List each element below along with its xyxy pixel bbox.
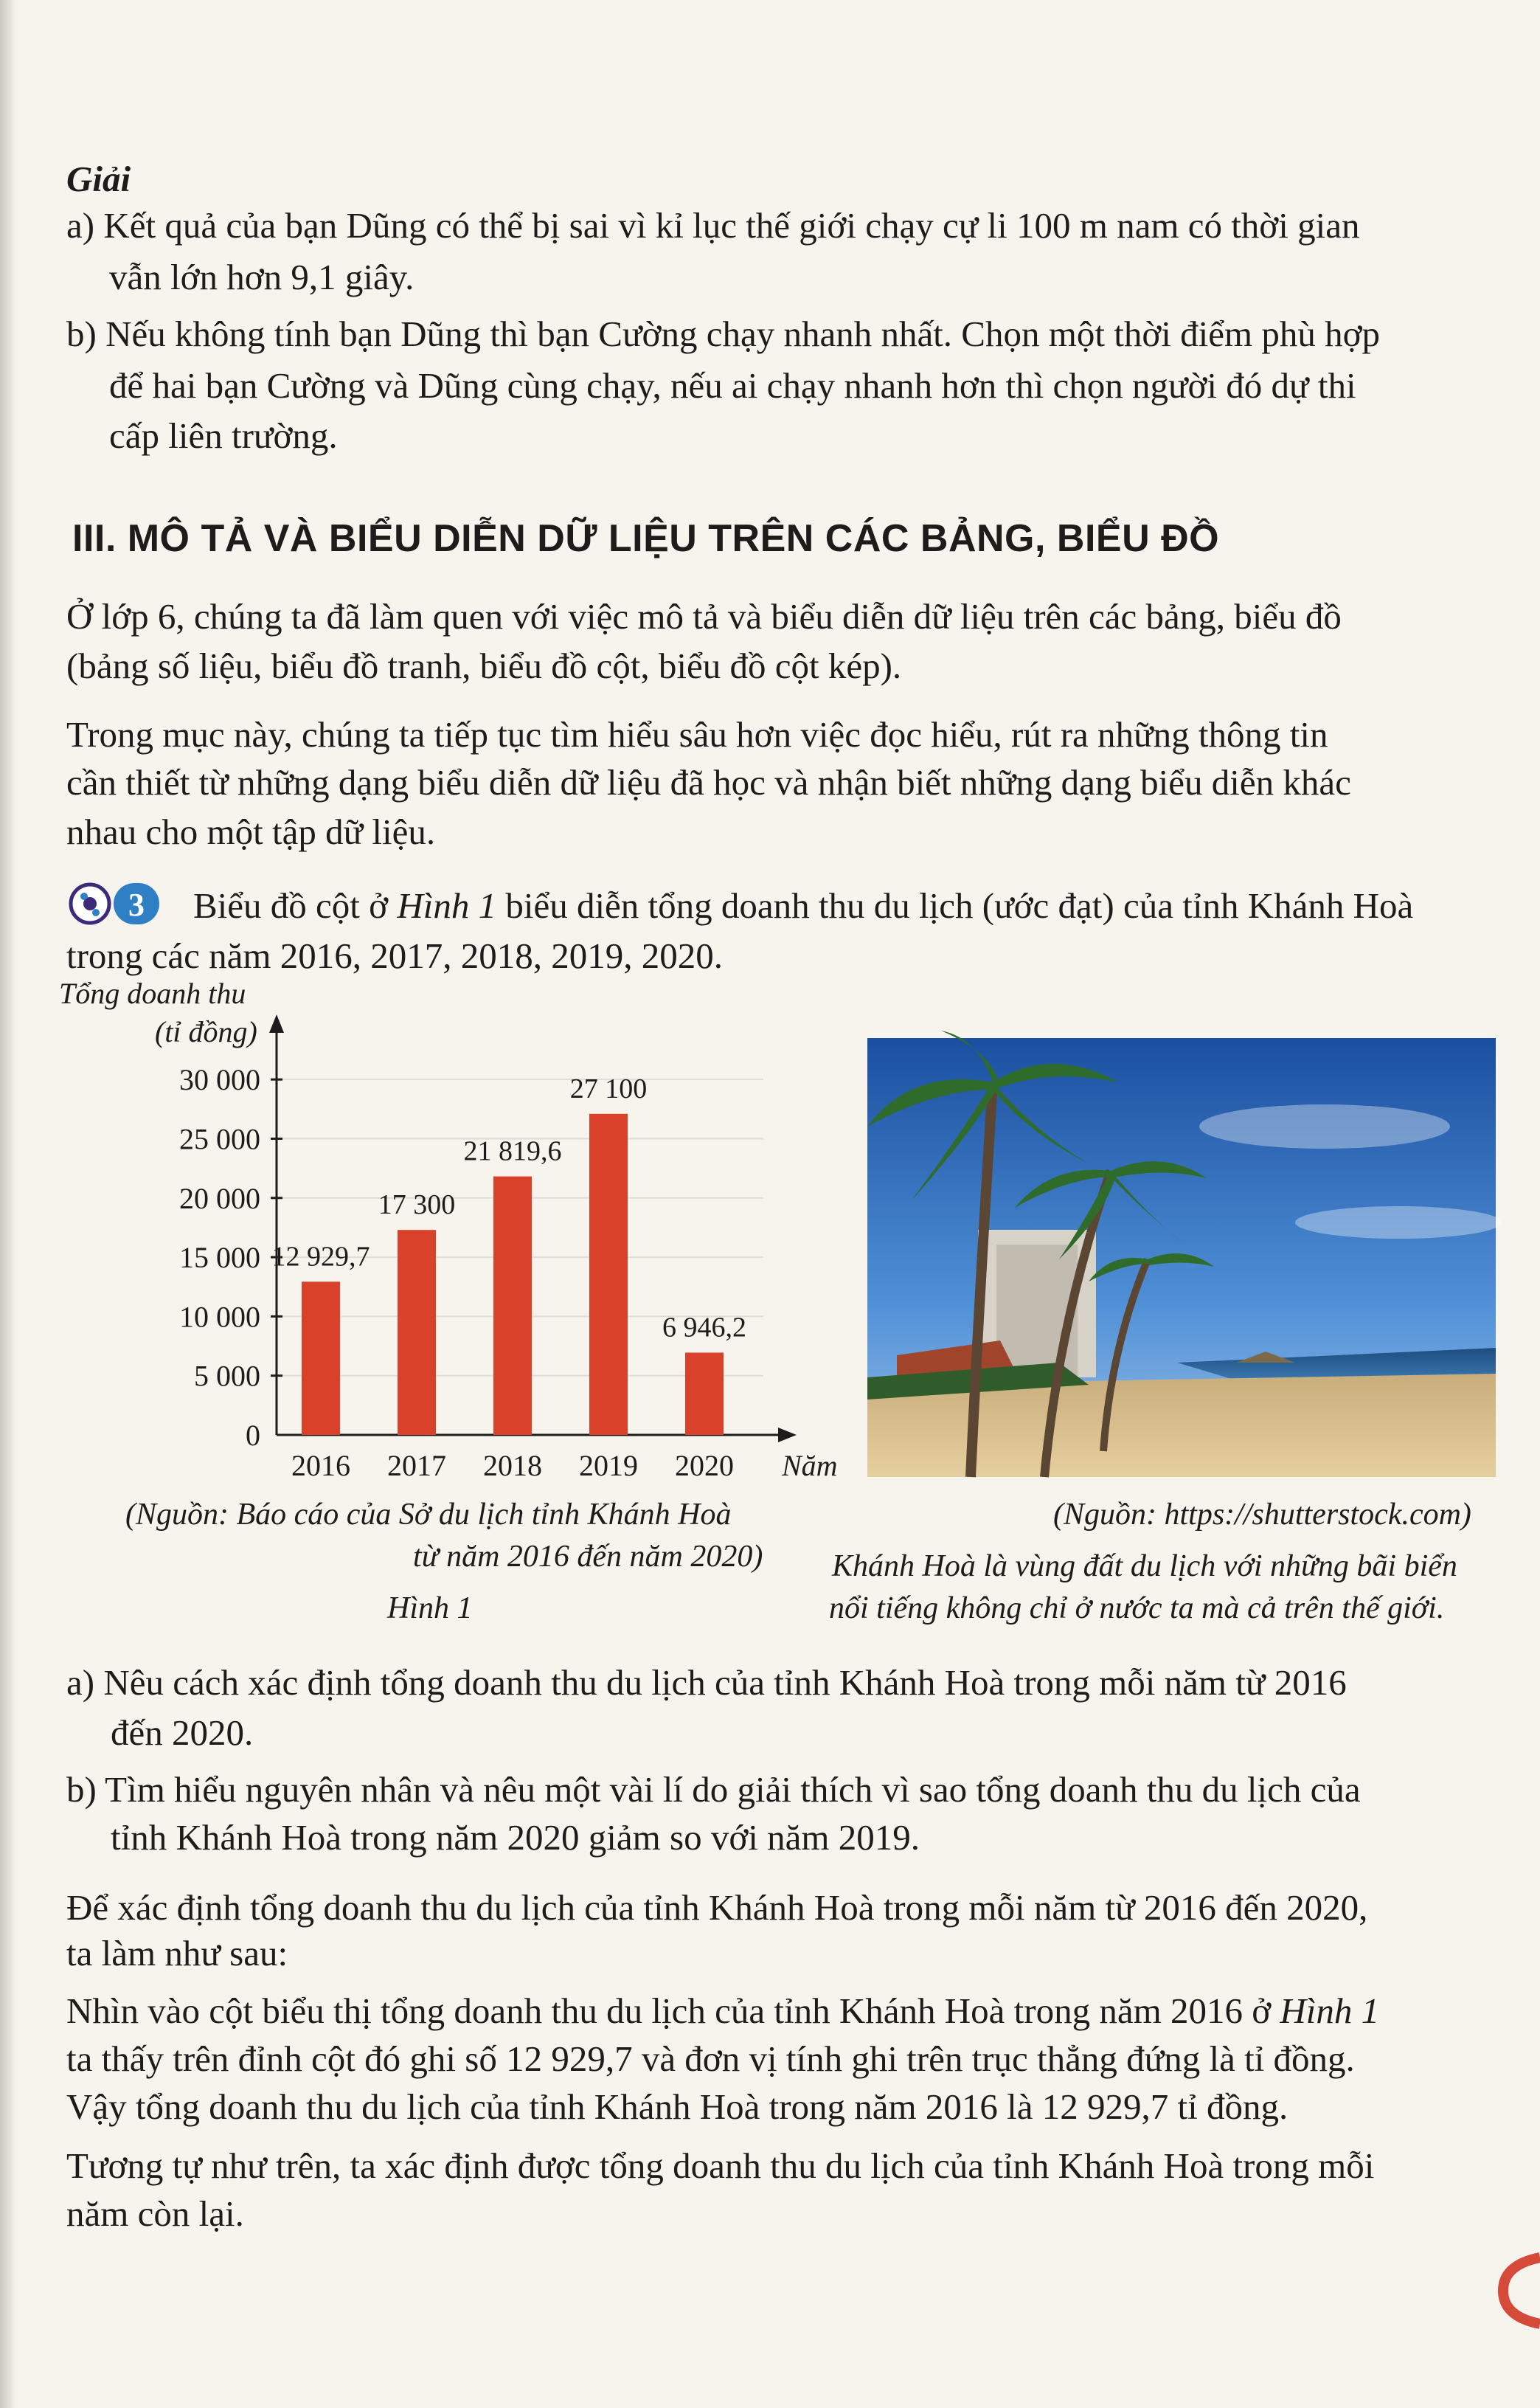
y-tick-label: 5 000 [194,1359,260,1393]
answer-p2-line1: Nhìn vào cột biểu thị tổng doanh thu du lịch của tỉnh Khánh Hoà trong năm 2016 ở Hình 1 [66,1990,1380,2031]
section-heading: III. MÔ TẢ VÀ BIỂU DIỄN DỮ LIỆU TRÊN CÁC BẢNG, BIỂU ĐỒ [72,517,1220,560]
page-corner-mark [1488,2250,1540,2331]
y-axis-unit: (tỉ đồng) [155,1015,257,1048]
bar-value-label: 21 819,6 [463,1135,562,1167]
question-b-line1: b) Tìm hiểu nguyên nhân và nêu một vài lí do giải thích vì sao tổng doanh thu du lịch của [66,1769,1361,1810]
intro-p2-line2: cần thiết từ những dạng biểu diễn dữ liệu đã học và nhận biết những dạng biểu diễn khác [66,762,1351,803]
chart-source-line1: (Nguồn: Báo cáo của Sở du lịch tỉnh Khánh Hoà [125,1498,732,1532]
solution-a-line1: a) Kết quả của bạn Dũng có thể bị sai vì kỉ lục thế giới chạy cự li 100 m nam có thời gian [66,205,1360,246]
solution-b-line3: cấp liên trường. [109,415,338,456]
intro-p2-line1: Trong mục này, chúng ta tiếp tục tìm hiểu sâu hơn việc đọc hiểu, rút ra những thông tin [66,714,1328,755]
bar-2019 [589,1114,628,1435]
figure-label: Hình 1 [387,1591,473,1625]
y-tick-label: 10 000 [179,1300,260,1334]
beach-photo [867,1038,1496,1477]
answer-p2-line2: ta thấy trên đỉnh cột đó ghi số 12 929,7 và đơn vị tính ghi trên trục thẳng đứng là tỉ đồng. [66,2038,1355,2079]
bar-value-label: 6 946,2 [662,1312,746,1343]
solution-b-line2: để hai bạn Cường và Dũng cùng chạy, nếu ai chạy nhanh hơn thì chọn người đó dự thi [109,365,1356,406]
bar-2016 [302,1281,340,1435]
activity-number: 3 [128,887,145,923]
x-axis-arrow [778,1428,797,1442]
question-a-line2: đến 2020. [111,1712,254,1753]
answer-p1-line1: Để xác định tổng doanh thu du lịch của tỉnh Khánh Hoà trong mỗi năm từ 2016 đến 2020, [66,1887,1368,1928]
bar-2017 [398,1230,436,1435]
page-binding-shadow [0,0,16,2408]
x-tick-label: 2020 [675,1449,734,1482]
answer-p2-line3: Vậy tổng doanh thu du lịch của tỉnh Khánh Hoà trong năm 2016 là 12 929,7 tỉ đồng. [66,2086,1288,2127]
x-tick-label: 2019 [579,1449,638,1482]
photo-source: (Nguồn: https://shutterstock.com) [1053,1498,1471,1532]
photo-caption-line2: nổi tiếng không chỉ ở nước ta mà cả trên thế giới. [829,1591,1445,1625]
bar-value-label: 27 100 [569,1073,648,1104]
y-tick-label: 15 000 [179,1241,260,1275]
solution-label: Giải [66,159,131,199]
revenue-bar-chart [44,977,838,1498]
intro-p1-line1: Ở lớp 6, chúng ta đã làm quen với việc mô tả và biểu diễn dữ liệu trên các bảng, biểu đồ [66,596,1342,637]
answer-p1-line2: ta làm như sau: [66,1933,288,1973]
bar-value-label: 17 300 [378,1189,456,1221]
question-b-line2: tỉnh Khánh Hoà trong năm 2020 giảm so với năm 2019. [111,1817,920,1858]
x-axis-title: Năm [782,1449,838,1482]
y-tick-label: 0 [246,1419,260,1452]
y-axis-title: Tổng doanh thu [59,977,246,1010]
photo-caption-line1: Khánh Hoà là vùng đất du lịch với những bãi biển [832,1549,1457,1583]
answer-p3-line2: năm còn lại. [66,2193,244,2234]
chart-source-line2: từ năm 2016 đến năm 2020) [413,1540,763,1574]
question-a-line1: a) Nêu cách xác định tổng doanh thu du lịch của tỉnh Khánh Hoà trong mỗi năm từ 2016 [66,1662,1347,1703]
y-axis-arrow [269,1014,284,1033]
intro-p1-line2: (bảng số liệu, biểu đồ tranh, biểu đồ cột, biểu đồ cột kép). [66,646,902,686]
intro-p2-line3: nhau cho một tập dữ liệu. [66,812,436,852]
activity-line2: trong các năm 2016, 2017, 2018, 2019, 2020. [66,935,724,976]
solution-b-line1: b) Nếu không tính bạn Dũng thì bạn Cường chạy nhanh nhất. Chọn một thời điểm phù hợp [66,314,1380,354]
activity-line1: Biểu đồ cột ở Hình 1 biểu diễn tổng doanh thu du lịch (ước đạt) của tỉnh Khánh Hoà [193,885,1414,926]
y-tick-label: 20 000 [179,1181,260,1215]
answer-p3-line1: Tương tự như trên, ta xác định được tổng doanh thu du lịch của tỉnh Khánh Hoà trong mỗi [66,2145,1375,2186]
activity-badge [68,874,186,933]
x-tick-label: 2016 [291,1449,350,1482]
y-tick-label: 30 000 [179,1063,260,1097]
bar-value-label: 12 929,7 [271,1241,370,1273]
solution-a-line2: vẫn lớn hơn 9,1 giây. [109,257,415,297]
y-tick-label: 25 000 [179,1122,260,1156]
bar-2018 [493,1177,532,1435]
x-tick-label: 2017 [387,1449,446,1482]
bar-2020 [685,1352,724,1435]
x-tick-label: 2018 [483,1449,542,1482]
